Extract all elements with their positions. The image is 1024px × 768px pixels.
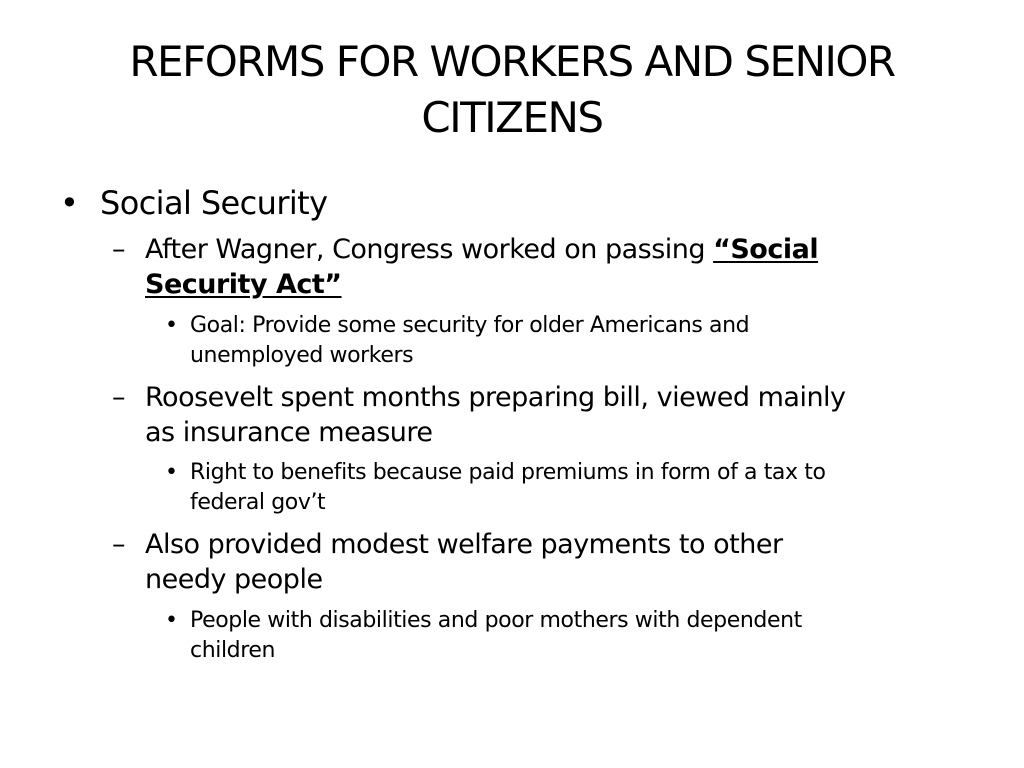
slide-title-line-1: REFORMS FOR WORKERS AND SENIOR: [129, 37, 895, 86]
bullet-dot-icon: •: [165, 313, 178, 338]
bullet-item: [190, 458, 826, 518]
slide-title-line-2: CITIZENS: [421, 93, 603, 142]
bullet-item: [100, 184, 327, 222]
social-security-act-emphasis: “Social: [713, 234, 819, 265]
bullet-dash-icon: –: [112, 234, 125, 265]
bullet-dot-icon: •: [165, 460, 178, 485]
bullet-item: [145, 232, 818, 302]
bullet-text-line-1: Right to benefits because paid premiums in form of a tax to: [190, 460, 826, 485]
bullet-text-line-2: federal gov’t: [190, 490, 326, 515]
bullet-item: [190, 606, 802, 666]
bullet-text-line-1: People with disabilities and poor mothers with dependent: [190, 608, 802, 633]
bullet-text-line-2: as insurance measure: [145, 417, 433, 448]
bullet-text-line-2: children: [190, 638, 276, 663]
bullet-text-line-1: Roosevelt spent months preparing bill, viewed mainly: [145, 382, 846, 413]
bullet-text: After Wagner, Congress worked on passing: [145, 234, 714, 265]
social-security-act-emphasis-continued: Security Act”: [145, 269, 342, 300]
bullet-text: Social Security: [100, 184, 328, 222]
bullet-dot-icon: •: [165, 608, 178, 633]
bullet-text-line-2: unemployed workers: [190, 343, 414, 368]
bullet-dot-icon: •: [60, 184, 79, 222]
bullet-text-line-1: Goal: Provide some security for older Americans and: [190, 313, 750, 338]
bullet-item: [190, 311, 749, 371]
bullet-dash-icon: –: [112, 529, 125, 560]
bullet-text-line-2: needy people: [145, 564, 323, 595]
bullet-item: [145, 527, 783, 597]
bullet-item: [145, 380, 846, 450]
bullet-text-line-1: Also provided modest welfare payments to other: [145, 529, 783, 560]
bullet-dash-icon: –: [112, 382, 125, 413]
